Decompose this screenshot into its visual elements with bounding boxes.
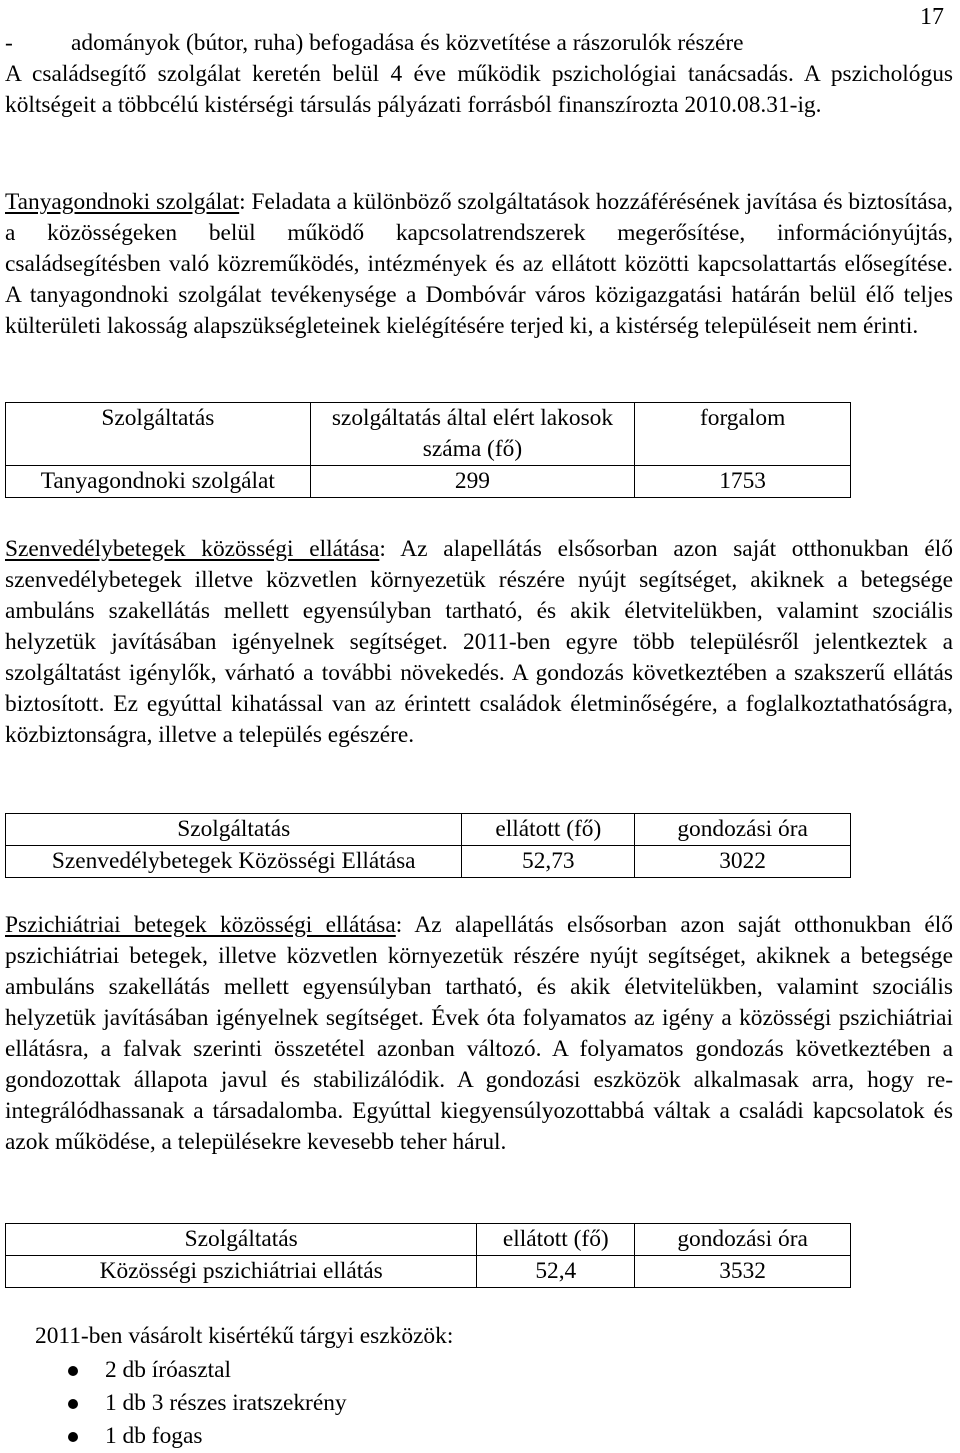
table-cell: 299 [310,466,635,498]
pszichiatriai-table [5,1223,851,1288]
table-row [6,846,851,878]
eszkozok-list [5,1354,953,1453]
page-number: 17 [920,4,944,30]
szenvedely-section [5,534,953,751]
psychology-paragraph: A családsegítő szolgálat keretén belül 4 éve működik pszichológiai tanácsadás. A pszichológus költségeit a többcélú kistérségi társulás pályázati forrásból finanszírozta 2010.08.31-ig. [5,61,953,118]
bullet-icon [68,1399,78,1409]
list-item [5,1387,953,1420]
table-header-cell: gondozási óra [635,1224,851,1256]
list-item [5,1420,953,1453]
pszichiatriai-section [5,910,953,1158]
table-cell: 52,73 [462,846,635,878]
table-row [6,1256,851,1288]
intro-block [5,28,953,121]
table-header-row [6,403,851,466]
pszichiatriai-paragraph [5,910,953,1158]
table-header-cell: gondozási óra [635,814,851,846]
szenvedely-paragraph [5,534,953,751]
eszkozok-section [5,1321,953,1453]
list-item-text: 1 db 3 részes iratszekrény [105,1390,347,1416]
table-cell: Közösségi pszichiátriai ellátás [6,1256,477,1288]
table-header-cell: Szolgáltatás [6,814,462,846]
tanyagondnoki-paragraph [5,187,953,342]
eszkozok-title: 2011-ben vásárolt kisértékű tárgyi eszközök: [35,1323,454,1349]
section-text: : Az alapellátás elsősorban azon saját otthonukban élő szenvedélybetegek illetve közvetlen környezetük részére nyújt segítséget, akiknek a betegsége ambuláns szakellátás mellett egyensúlyban tartható, és akik életvitelükben, valamint szociális helyzetük javításában igényelnek segítséget. 2011-ben egyre több településről jelentkeztek a szolgáltatást igénylők, várható a további növekedés. A gondozás következtében a szakszerű ellátás biztosított. Ez egyúttal kihatással van az érintett családok életminőségére, a foglalkoztathatóságra, közbiztonságra, illetve a település egészére. [5,536,953,748]
bullet-icon [68,1432,78,1442]
table-cell: Tanyagondnoki szolgálat [6,466,311,498]
tanyagondnoki-section [5,187,953,342]
section-heading: Pszichiátriai betegek közösségi ellátása [5,912,396,938]
table-cell: 3022 [635,846,851,878]
table-header-cell: ellátott (fő) [477,1224,635,1256]
table-header-cell: ellátott (fő) [462,814,635,846]
dash-list-item [5,28,953,59]
table-row [6,466,851,498]
table-header-row [6,814,851,846]
dash-marker: - [5,30,13,56]
table-cell: 52,4 [477,1256,635,1288]
list-item-text: 2 db íróasztal [105,1357,232,1383]
section-text: : Az alapellátás elsősorban azon saját otthonukban élő pszichiátriai betegek, illetve közvetlen környezetük részére nyújt segítséget, akiknek a betegsége ambuláns szakellátás mellett egyensúlyban tartható, és akik életvitelükben, valamint szociális helyzetük javításában igényelnek segítséget. Évek óta folyamatos az igény a közösségi pszichiátriai ellátásra, a falvak szerinti összetétel azonban változó. A folyamatos gondozás következtében a gondozottak állapota javul és stabilizálódik. A gondozási eszközök alkalmasak arra, hogy re-integrálódhassanak a társadalomba. Egyúttal kiegyensúlyozottabbá váltak a családi kapcsolatok és azok működése, a településekre kevesebb teher hárul. [5,912,953,1155]
section-text: : Feladata a különböző szolgáltatások hozzáférésének javítása és biztosítása, a közösségeken belül működő kapcsolatrendszerek megerősítése, információnyújtás, családsegítésben való közreműködés, intézmények és az ellátott közötti kapcsolattartás elősegítése. A tanyagondnoki szolgálat tevékenysége a Dombóvár város közigazgatási határán belül élő teljes külterületi lakosság alapszükségleteinek kielégítésére terjed ki, a kistérség településeit nem érinti. [5,189,953,339]
table-header-cell: szolgáltatás által elért lakosok száma (fő) [310,403,635,466]
list-item [5,1354,953,1387]
table-header-row [6,1224,851,1256]
table-header-cell: Szolgáltatás [6,403,311,466]
section-heading: Szenvedélybetegek közösségi ellátása [5,536,380,562]
dash-item-text: adományok (bútor, ruha) befogadása és közvetítése a rászorulók részére [71,30,744,56]
table-cell: 1753 [635,466,851,498]
szenvedely-table [5,813,851,878]
list-item-text: 1 db fogas [105,1423,203,1449]
table-header-cell: forgalom [635,403,851,466]
table-cell: 3532 [635,1256,851,1288]
table-header-cell: Szolgáltatás [6,1224,477,1256]
tanyagondnoki-table [5,402,851,498]
table-cell: Szenvedélybetegek Közösségi Ellátása [6,846,462,878]
bullet-icon [68,1366,78,1376]
section-heading: Tanyagondnoki szolgálat [5,189,240,215]
